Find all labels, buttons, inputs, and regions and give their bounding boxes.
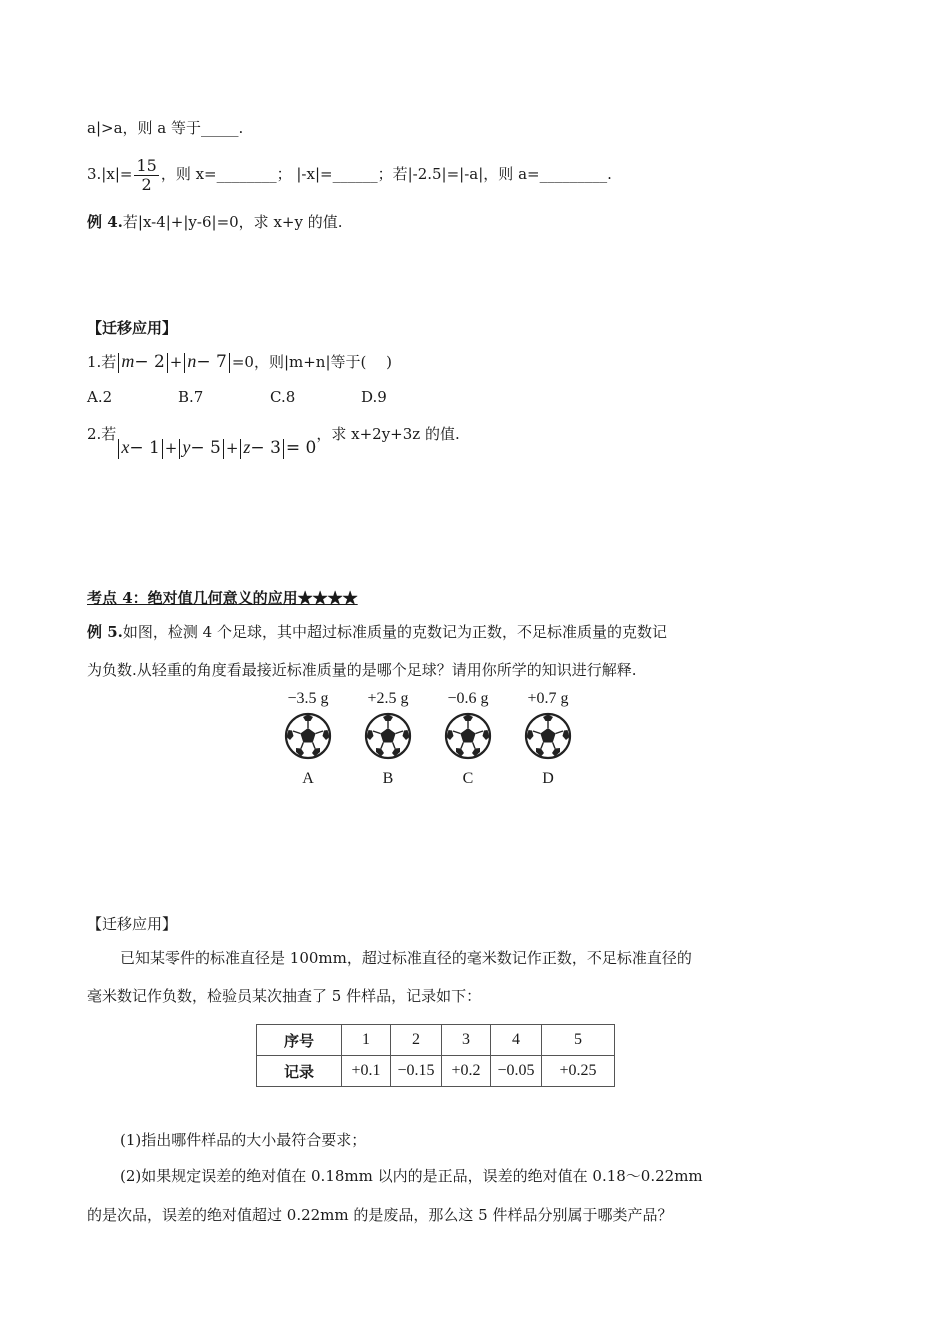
q1-n-rest: − 7: [196, 352, 227, 372]
option-d: D.9: [361, 388, 387, 406]
transfer-q2: [87, 424, 460, 461]
var-n: n: [187, 351, 197, 371]
ball-label: B: [382, 770, 394, 787]
table-cell: +0.2: [442, 1056, 491, 1087]
soccer-ball-c: [438, 690, 498, 788]
q1-rest: =0，则|m+n|等于( ): [231, 353, 392, 371]
var-m: m: [121, 351, 135, 371]
soccer-ball-icon: [358, 712, 418, 764]
transfer-title-2: 【迁移应用】: [87, 915, 178, 933]
fraction-numerator: 15: [136, 155, 157, 175]
fraction-denominator: 2: [141, 174, 152, 194]
record-table: [256, 1024, 615, 1087]
ball-weight: +2.5 g: [367, 690, 409, 707]
option-b: B.7: [178, 388, 204, 406]
table-cell: −0.05: [491, 1056, 542, 1087]
example-4-text: 若|x-4|+|y-6|=0，求 x+y 的值.: [122, 213, 343, 231]
q2-equation: x− 1 + y− 5 + z− 3 = 0: [116, 434, 316, 461]
abs-bar: [184, 353, 185, 373]
var-z: z: [243, 437, 251, 457]
soccer-ball-b: [358, 690, 418, 788]
option-c: C.8: [270, 388, 296, 406]
soccer-ball-d: [518, 690, 578, 788]
abs-bar: [118, 353, 119, 373]
table-cell: −0.15: [391, 1056, 442, 1087]
abs-bar: [118, 439, 119, 459]
q2-eq: = 0: [285, 438, 317, 458]
soccer-ball-icon: [438, 712, 498, 764]
abs-bar: [162, 439, 163, 459]
abs-bar: [167, 353, 168, 373]
item-3-rest: ，则 x=________； |-x|=______；若|-2.5|=|-a|，则 a=_________.: [160, 165, 612, 183]
ball-label: D: [542, 770, 554, 787]
soccer-ball-icon: [518, 712, 578, 764]
q1-m-rest: − 2: [134, 352, 165, 372]
ball-weight: −3.5 g: [287, 690, 329, 707]
item-3: [87, 152, 612, 196]
abs-bar: [240, 439, 241, 459]
option-a: A.2: [87, 388, 113, 406]
abs-bar: [229, 353, 230, 373]
example-5-label: 例 5.: [87, 623, 123, 641]
transfer2-question-2-line-1: (2)如果规定误差的绝对值在 0.18mm 以内的是正品，误差的绝对值在 0.18～0.22mm: [120, 1167, 703, 1185]
example-5-line-2: 为负数.从轻重的角度看最接近标准质量的是哪个足球？请用你所学的知识进行解释.: [87, 661, 637, 679]
ball-weight: +0.7 g: [527, 690, 569, 707]
table-cell: 4: [491, 1025, 542, 1056]
table-cell: 3: [442, 1025, 491, 1056]
transfer2-para-2: 毫米数记作负数，检验员某次抽查了 5 件样品，记录如下：: [87, 987, 482, 1005]
item-3-prefix: 3.|x|=: [87, 165, 133, 183]
section-title-kaodian-4: 考点 4：绝对值几何意义的应用★★★★: [87, 589, 358, 607]
q2-x-rest: − 1: [129, 438, 160, 458]
fraction-15-2: [134, 157, 158, 194]
table-row-number: [257, 1025, 615, 1056]
example-4-label: 例 4.: [87, 213, 123, 231]
table-cell: +0.25: [542, 1056, 615, 1087]
table-cell: 5: [542, 1025, 615, 1056]
q1-prefix: 1.若: [87, 353, 117, 371]
abs-bar: [283, 439, 284, 459]
ball-label: C: [462, 770, 474, 787]
table-header-number: 序号: [257, 1025, 342, 1056]
soccer-ball-icon: [278, 712, 338, 764]
abs-bar: [223, 439, 224, 459]
example-5-text-1: 如图，检测 4 个足球，其中超过标准质量的克数记为正数，不足标准质量的克数记: [122, 623, 667, 641]
table-cell: 1: [342, 1025, 391, 1056]
transfer-title-1: 【迁移应用】: [87, 319, 178, 337]
table-header-record: 记录: [257, 1056, 342, 1087]
transfer2-para-1: 已知某零件的标准直径是 100mm，超过标准直径的毫米数记作正数，不足标准直径的: [120, 949, 692, 967]
var-x: x: [121, 437, 130, 457]
table-cell: +0.1: [342, 1056, 391, 1087]
ball-weight: −0.6 g: [447, 690, 489, 707]
table-row-record: [257, 1056, 615, 1087]
soccer-ball-a: [278, 690, 338, 788]
table-cell: 2: [391, 1025, 442, 1056]
abs-bar: [179, 439, 180, 459]
top-line-1: a|>a，则 a 等于_____.: [87, 119, 244, 137]
q2-rest: ，求 x+2y+3z 的值.: [316, 425, 460, 443]
ball-label: A: [302, 770, 314, 787]
example-4: [87, 212, 343, 232]
q2-y-rest: − 5: [190, 438, 221, 458]
transfer2-question-2-line-2: 的是次品，误差的绝对值超过 0.22mm 的是废品，那么这 5 件样品分别属于哪类产品？: [87, 1206, 673, 1224]
q1-plus: +: [169, 353, 183, 371]
var-y: y: [182, 437, 191, 457]
q2-prefix: 2.若: [87, 425, 117, 443]
transfer2-question-1: (1)指出哪件样品的大小最符合要求；: [120, 1131, 367, 1149]
transfer-q1: [87, 348, 392, 375]
example-5-line-1: [87, 622, 667, 642]
q2-z-rest: − 3: [250, 438, 281, 458]
